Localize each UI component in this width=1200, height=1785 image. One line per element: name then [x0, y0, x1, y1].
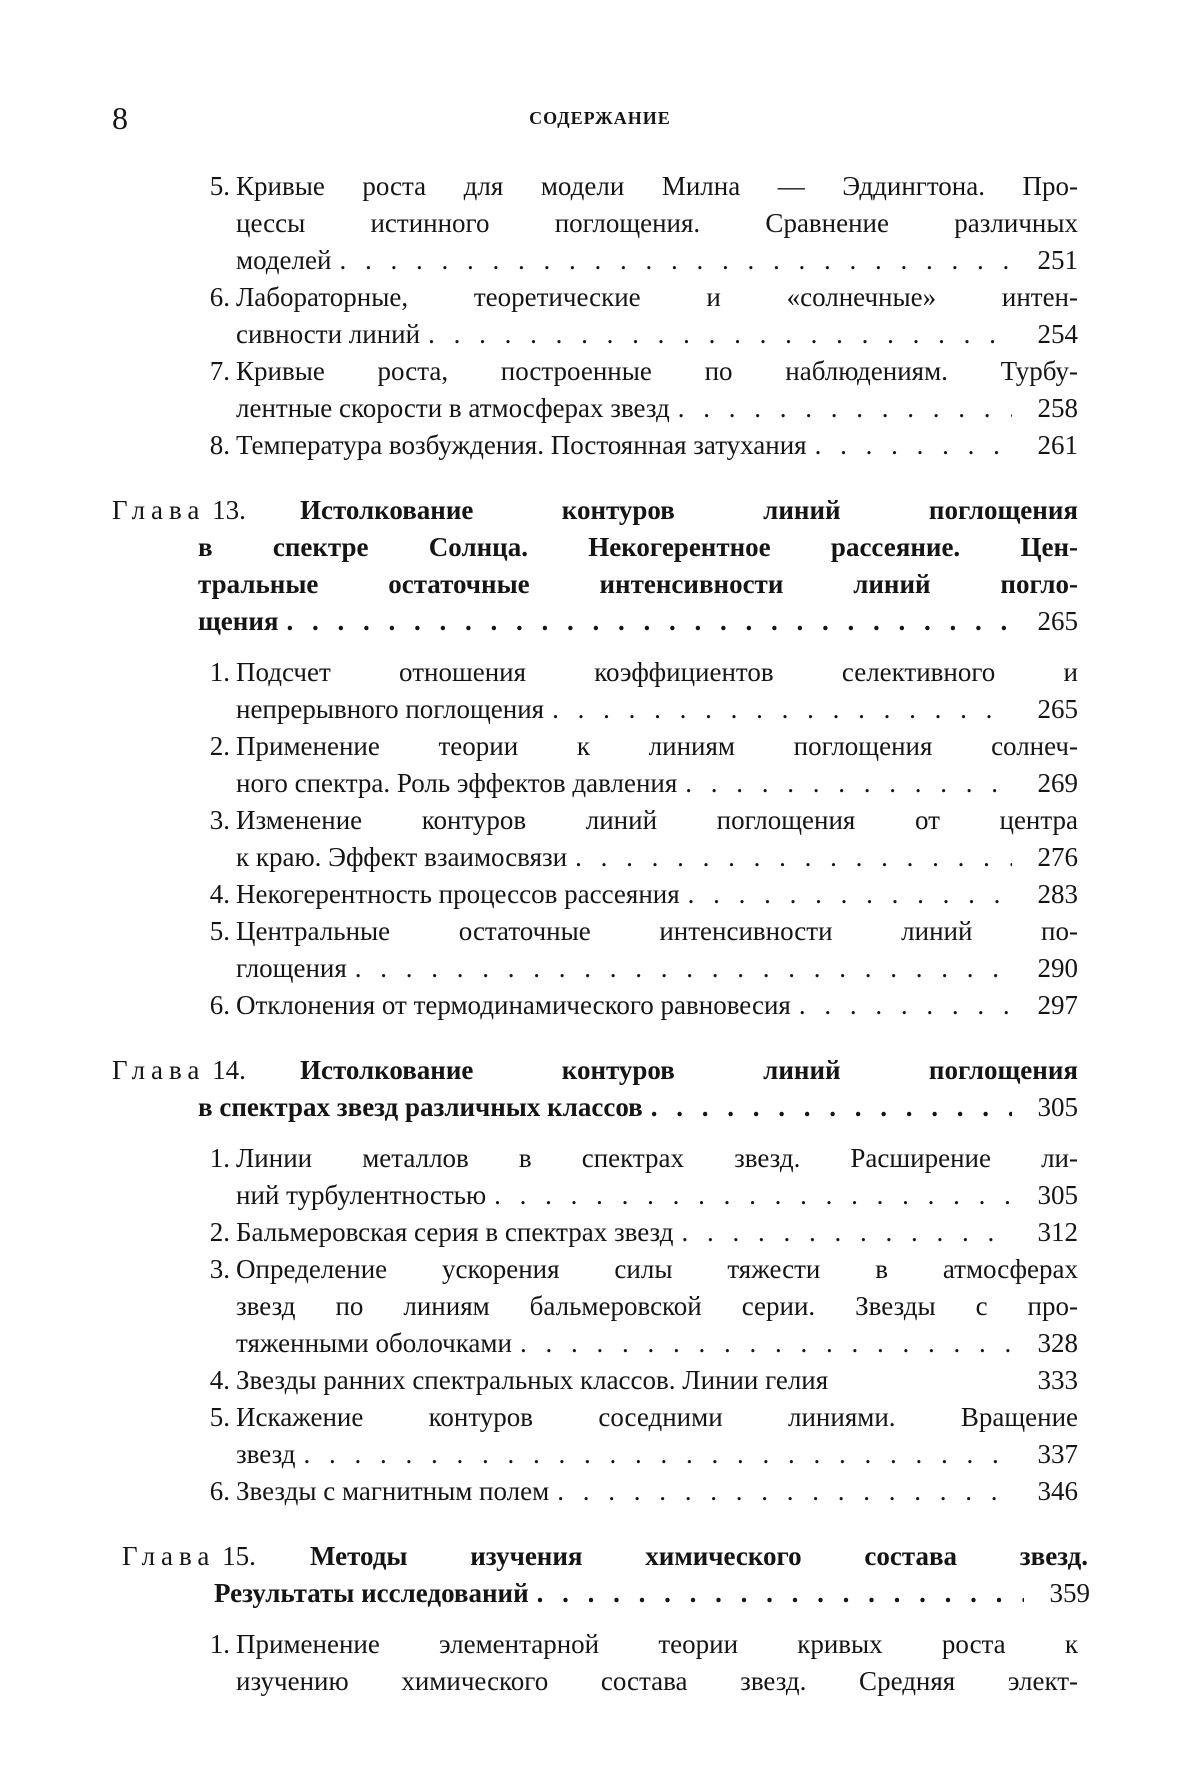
section-body — [236, 876, 1078, 913]
toc-entry-last-line — [236, 1325, 1078, 1362]
toc-section — [0, 1140, 1200, 1214]
toc-section — [0, 802, 1200, 876]
section-number: 8. — [209, 430, 230, 460]
toc-entry-text: Отклонения от термодинамического равновесия — [236, 990, 791, 1020]
section-number: 4. — [209, 879, 230, 909]
toc-entry-line: цессы истинного поглощения. Сравнение различных — [236, 208, 1078, 238]
section-number: 2. — [209, 731, 230, 761]
toc-section — [0, 1251, 1200, 1362]
toc-entry-text: Звезды с магнитным полем — [236, 1476, 550, 1506]
dot-leader — [520, 1325, 1012, 1362]
toc-entry-last-line — [236, 1214, 1078, 1251]
dot-leader — [681, 1214, 1012, 1251]
chapter-label — [112, 1052, 246, 1089]
toc-entry-text: Результаты исследований — [214, 1578, 529, 1608]
toc-section — [0, 1214, 1200, 1251]
chapter-label — [122, 1538, 256, 1575]
toc-entry-text: к краю. Эффект взаимосвязи — [236, 842, 568, 872]
section-body — [236, 427, 1078, 464]
chapter-label — [112, 492, 246, 529]
dot-leader — [287, 603, 1013, 640]
chapter-title-line: в спектре Солнца. Некогерентное рассеяние. Цен- — [198, 532, 1078, 562]
toc-entry-text: в спектрах звезд различных классов — [198, 1092, 643, 1122]
dot-leader — [428, 316, 1012, 353]
toc-section — [0, 353, 1200, 427]
toc-entry-text: глощения — [236, 953, 347, 983]
toc-entry-text: тяженными оболочками — [236, 1328, 512, 1358]
page-reference: 265 — [1037, 694, 1078, 724]
page-reference: 297 — [1037, 990, 1078, 1020]
section-body — [236, 1362, 1078, 1399]
section-number: 6. — [209, 282, 230, 312]
toc-section — [0, 876, 1200, 913]
toc-entry-line: Подсчет отношения коэффициентов селективного и — [236, 657, 1078, 687]
chapter-body — [198, 1089, 1078, 1126]
toc-section — [0, 168, 1200, 279]
page-reference: 312 — [1037, 1217, 1078, 1247]
dot-leader — [303, 1436, 1012, 1473]
chapter-body — [198, 529, 1078, 640]
section-number: 7. — [209, 356, 230, 386]
toc-entry-text: ний турбулентностью — [236, 1180, 487, 1210]
toc-entry-text: звезд — [236, 1439, 296, 1469]
toc-section — [0, 427, 1200, 464]
page-reference: 290 — [1037, 953, 1078, 983]
toc-entry-last-line — [236, 1177, 1078, 1214]
toc-section — [0, 987, 1200, 1024]
section-number: 4. — [209, 1365, 230, 1395]
section-body — [236, 1626, 1078, 1700]
page-reference: 305 — [1037, 1092, 1078, 1122]
toc-entry-last-line — [236, 242, 1078, 279]
toc-entry-text: щения — [198, 606, 279, 636]
toc-entry-line: Определение ускорения силы тяжести в атмосферах — [236, 1254, 1078, 1284]
page-header — [0, 98, 1200, 138]
page-reference: 276 — [1037, 842, 1078, 872]
section-number: 6. — [209, 1476, 230, 1506]
chapter-title-line: Истолкование контуров линий поглощения — [300, 1055, 1078, 1085]
chapter-word: Глава — [112, 495, 206, 525]
toc-section — [0, 728, 1200, 802]
toc-section — [0, 654, 1200, 728]
section-number: 5. — [209, 1402, 230, 1432]
toc-entry-line: изучению химического состава звезд. Средняя элект- — [236, 1666, 1078, 1696]
section-number: 6. — [209, 990, 230, 1020]
toc-entry-last-line — [198, 1089, 1078, 1126]
chapter-word: Глава — [122, 1541, 216, 1571]
toc-section — [0, 1399, 1200, 1473]
dot-leader — [537, 1575, 1024, 1612]
section-number: 1. — [209, 657, 230, 687]
page-reference: 269 — [1037, 768, 1078, 798]
toc-entry-last-line — [198, 603, 1078, 640]
toc-entry-line: Кривые роста, построенные по наблюдениям. Турбу- — [236, 356, 1078, 386]
toc-entry-last-line — [236, 1362, 1078, 1399]
section-number: 5. — [209, 916, 230, 946]
toc-entry-last-line — [236, 950, 1078, 987]
section-body — [236, 1399, 1078, 1473]
toc-chapter — [0, 1538, 1200, 1612]
toc-entry-line: Линии металлов в спектрах звезд. Расширение ли- — [236, 1143, 1078, 1173]
toc-entry-last-line — [236, 876, 1078, 913]
chapter-title-line: Истолкование контуров линий поглощения — [300, 495, 1078, 525]
dot-leader — [688, 876, 1012, 913]
page-number: 8 — [112, 100, 128, 136]
page-reference: 328 — [1037, 1328, 1078, 1358]
toc-entry-line: Применение элементарной теории кривых роста к — [236, 1629, 1078, 1659]
section-body — [236, 1251, 1078, 1362]
section-body — [236, 987, 1078, 1024]
page-reference: 359 — [1049, 1578, 1090, 1608]
chapter-number: 13. — [205, 495, 246, 525]
section-number: 5. — [209, 171, 230, 201]
section-body — [236, 1473, 1078, 1510]
dot-leader — [575, 839, 1012, 876]
section-number: 3. — [209, 1254, 230, 1284]
toc-entry-last-line — [236, 691, 1078, 728]
toc-entry-last-line — [236, 427, 1078, 464]
toc-section — [0, 913, 1200, 987]
page-reference: 254 — [1037, 319, 1078, 349]
toc-entry-text: Некогерентность процессов рассеяния — [236, 879, 680, 909]
dot-leader — [355, 950, 1012, 987]
section-number: 1. — [209, 1629, 230, 1659]
section-number: 1. — [209, 1143, 230, 1173]
section-body — [236, 353, 1078, 427]
toc-section — [0, 1362, 1200, 1399]
toc-entry-text: Бальмеровская серия в спектрах звезд — [236, 1217, 674, 1247]
chapter-word: Глава — [112, 1055, 206, 1085]
toc-entry-text: сивности линий — [236, 319, 421, 349]
chapter-number: 15. — [215, 1541, 256, 1571]
dot-leader — [815, 427, 1012, 464]
toc-chapter — [0, 1052, 1200, 1126]
toc-entry-last-line — [236, 390, 1078, 427]
toc-entry-line: Применение теории к линиям поглощения солнеч- — [236, 731, 1078, 761]
toc-entry-line: Искажение контуров соседними линиями. Вращение — [236, 1402, 1078, 1432]
toc-entry-last-line — [236, 765, 1078, 802]
toc-entry-text: непрерывного поглощения — [236, 694, 545, 724]
toc-section — [0, 1473, 1200, 1510]
toc-entry-line: звезд по линиям бальмеровской серии. Звезды с про- — [236, 1291, 1078, 1321]
dot-leader — [678, 390, 1012, 427]
chapter-body — [214, 1575, 1090, 1612]
toc-entry-last-line — [214, 1575, 1090, 1612]
toc-entry-line: Центральные остаточные интенсивности линий по- — [236, 916, 1078, 946]
section-body — [236, 728, 1078, 802]
chapter-title-line: тральные остаточные интенсивности линий погло- — [198, 569, 1078, 599]
page-reference: 346 — [1037, 1476, 1078, 1506]
section-body — [236, 654, 1078, 728]
chapter-title-line: Методы изучения химического состава звезд. — [310, 1541, 1088, 1571]
page-reference: 251 — [1037, 245, 1078, 275]
toc-entry-text: Температура возбуждения. Постоянная затухания — [236, 430, 807, 460]
toc-entry-text: ного спектра. Роль эффектов давления — [236, 768, 678, 798]
dot-leader — [494, 1177, 1012, 1214]
toc-entry-last-line — [236, 987, 1078, 1024]
section-body — [236, 913, 1078, 987]
section-number: 3. — [209, 805, 230, 835]
dot-leader — [557, 1473, 1012, 1510]
toc-entry-last-line — [236, 839, 1078, 876]
toc-entry-text: моделей — [236, 245, 332, 275]
dot-leader — [685, 765, 1012, 802]
chapter-number: 14. — [205, 1055, 246, 1085]
toc-entry-last-line — [236, 316, 1078, 353]
toc-entry-last-line — [236, 1436, 1078, 1473]
page-reference: 337 — [1037, 1439, 1078, 1469]
toc-section — [0, 279, 1200, 353]
toc-entry-line: Лабораторные, теоретические и «солнечные» интен- — [236, 282, 1078, 312]
table-of-contents — [0, 168, 1200, 1700]
page-reference: 258 — [1037, 393, 1078, 423]
dot-leader — [651, 1089, 1012, 1126]
toc-chapter — [0, 492, 1200, 640]
page-reference: 261 — [1037, 430, 1078, 460]
page-reference: 333 — [1037, 1365, 1078, 1395]
section-body — [236, 279, 1078, 353]
running-title: СОДЕРЖАНИЕ — [529, 108, 671, 128]
toc-section — [0, 1626, 1200, 1700]
toc-entry-line: Изменение контуров линий поглощения от центра — [236, 805, 1078, 835]
dot-leader — [339, 242, 1012, 279]
dot-leader — [552, 691, 1012, 728]
toc-entry-line: Кривые роста для модели Милна — Эддингтона. Про- — [236, 171, 1078, 201]
section-number: 2. — [209, 1217, 230, 1247]
toc-entry-last-line — [236, 1473, 1078, 1510]
toc-entry-text: Звезды ранних спектральных классов. Линии гелия — [236, 1365, 829, 1395]
section-body — [236, 1214, 1078, 1251]
dot-leader — [799, 987, 1012, 1024]
section-body — [236, 1140, 1078, 1214]
section-body — [236, 168, 1078, 279]
page-reference: 305 — [1037, 1180, 1078, 1210]
page-reference: 265 — [1037, 606, 1078, 636]
toc-entry-text: лентные скорости в атмосферах звезд — [236, 393, 670, 423]
section-body — [236, 802, 1078, 876]
page-reference: 283 — [1037, 879, 1078, 909]
